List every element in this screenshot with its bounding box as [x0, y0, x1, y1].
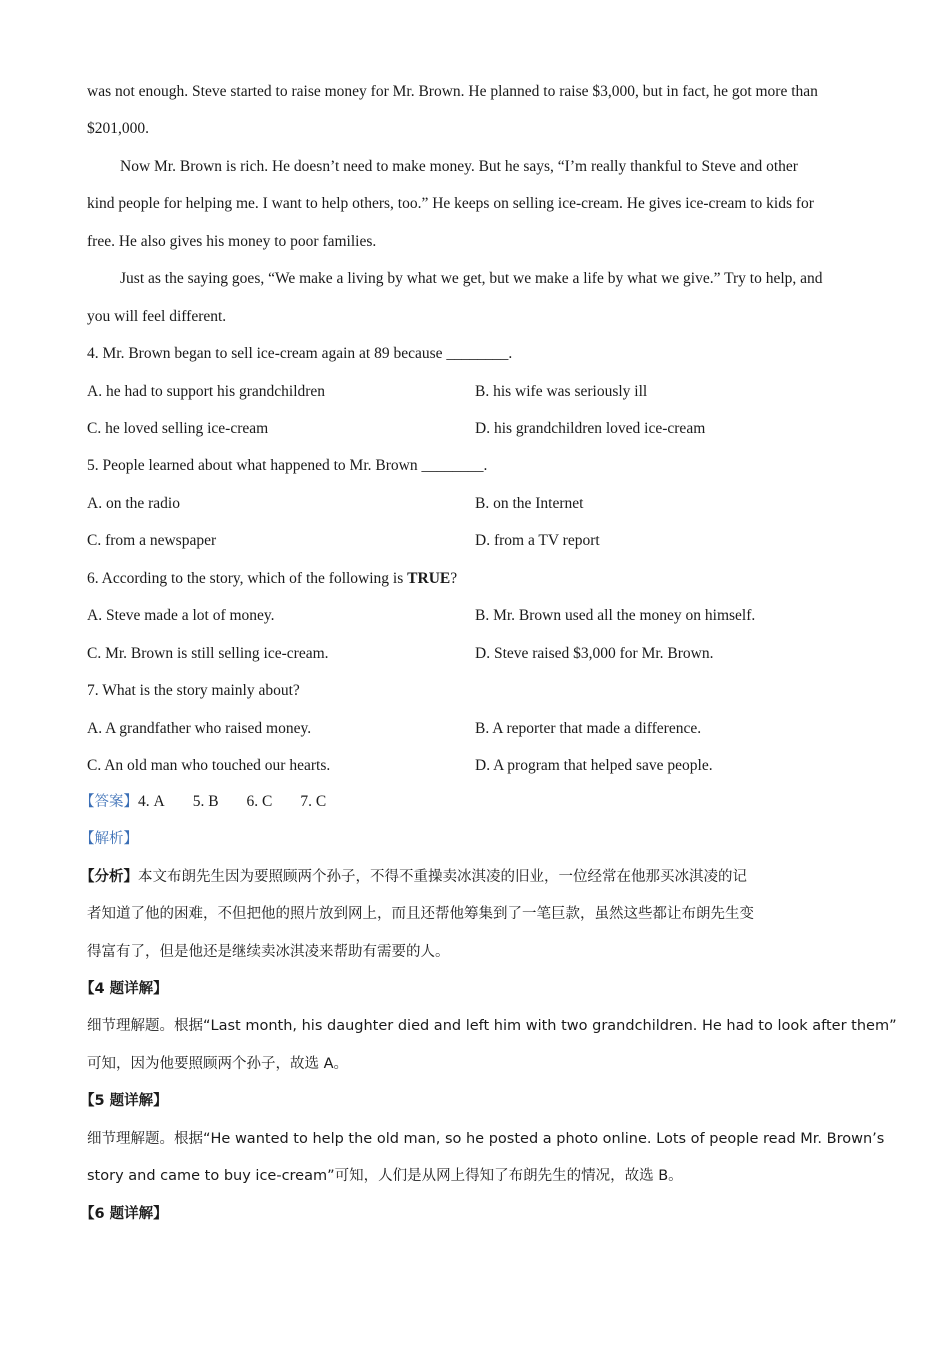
- passage-line: kind people for helping me. I want to help others, too.” He keeps on selling ice-cream. He gives ice-cream to kids for: [87, 195, 814, 212]
- summary-label: 【分析】: [80, 869, 138, 885]
- passage-line: $201,000.: [87, 120, 149, 137]
- answer-4: 4. A: [138, 793, 165, 810]
- q6-detail-label: 【6 题详解】: [80, 1206, 168, 1222]
- question-6-option-b: B. Mr. Brown used all the money on himself.: [475, 607, 756, 624]
- question-4-option-b: B. his wife was seriously ill: [475, 383, 648, 400]
- passage-line: Now Mr. Brown is rich. He doesn’t need to make money. But he says, “I’m really thankful to Steve and other: [120, 158, 798, 175]
- answer-5: 5. B: [192, 793, 219, 810]
- summary-line: 者知道了他的困难，不但把他的照片放到网上，而且还帮他筹集到了一笔巨款，虽然这些都让布朗先生变: [87, 906, 754, 922]
- question-5-option-b: B. on the Internet: [475, 495, 584, 512]
- q5-detail-line: 细节理解题。根据“He wanted to help the old man, so he posted a photo online. Lots of people read Mr. Brown’s: [87, 1131, 885, 1147]
- summary-line: 得富有了，但是他还是继续卖冰淇凌来帮助有需要的人。: [87, 944, 450, 960]
- answer-7: 7. C: [300, 793, 327, 810]
- passage-line: Just as the saying goes, “We make a living by what we get, but we make a life by what we give.” Try to help, and: [120, 270, 823, 287]
- passage-line: was not enough. Steve started to raise money for Mr. Brown. He planned to raise $3,000, but in fact, he got more than: [87, 83, 818, 100]
- answer-label: 【答案】: [80, 794, 138, 810]
- summary-text: 本文布朗先生因为要照顾两个孙子，不得不重操卖冰淇凌的旧业，一位经常在他那买冰淇凌的记: [138, 869, 747, 885]
- question-5-stem: 5. People learned about what happened to Mr. Brown ________.: [87, 457, 488, 474]
- q5-detail-line: story and came to buy ice-cream”可知，人们是从网上得知了布朗先生的情况，故选 B。: [87, 1168, 683, 1184]
- q4-detail-line: 可知，因为他要照顾两个孙子，故选 A。: [87, 1056, 349, 1072]
- question-6-stem-emphasis: TRUE: [407, 570, 451, 587]
- question-5-option-a: A. on the radio: [87, 495, 180, 512]
- question-6-stem-end: ?: [450, 570, 458, 587]
- q4-detail-label: 【4 题详解】: [80, 981, 168, 997]
- q4-detail-line: 细节理解题。根据“Last month, his daughter died and left him with two grandchildren. He had to look after them”: [87, 1018, 897, 1034]
- answer-6: 6. C: [246, 793, 273, 810]
- question-7-option-c: C. An old man who touched our hearts.: [87, 757, 331, 774]
- question-5-option-d: D. from a TV report: [475, 532, 600, 549]
- question-7-stem: 7. What is the story mainly about?: [87, 682, 300, 699]
- question-7-option-d: D. A program that helped save people.: [475, 757, 713, 774]
- passage-line: free. He also gives his money to poor families.: [87, 233, 377, 250]
- summary-line: [80, 867, 860, 887]
- q5-detail-label: 【5 题详解】: [80, 1093, 168, 1109]
- answer-line: [80, 792, 860, 812]
- passage-line: you will feel different.: [87, 308, 227, 325]
- analysis-label: 【解析】: [80, 831, 138, 847]
- question-6-stem: [87, 569, 867, 589]
- question-5-option-c: C. from a newspaper: [87, 532, 217, 549]
- question-7-option-b: B. A reporter that made a difference.: [475, 720, 702, 737]
- question-4-option-d: D. his grandchildren loved ice-cream: [475, 420, 706, 437]
- question-4-stem: 4. Mr. Brown began to sell ice-cream again at 89 because ________.: [87, 345, 513, 362]
- question-4-option-c: C. he loved selling ice-cream: [87, 420, 269, 437]
- question-6-stem-text: 6. According to the story, which of the following is: [87, 570, 408, 587]
- question-4-option-a: A. he had to support his grandchildren: [87, 383, 326, 400]
- question-6-option-c: C. Mr. Brown is still selling ice-cream.: [87, 645, 329, 662]
- question-6-option-d: D. Steve raised $3,000 for Mr. Brown.: [475, 645, 714, 662]
- question-6-option-a: A. Steve made a lot of money.: [87, 607, 275, 624]
- question-7-option-a: A. A grandfather who raised money.: [87, 720, 312, 737]
